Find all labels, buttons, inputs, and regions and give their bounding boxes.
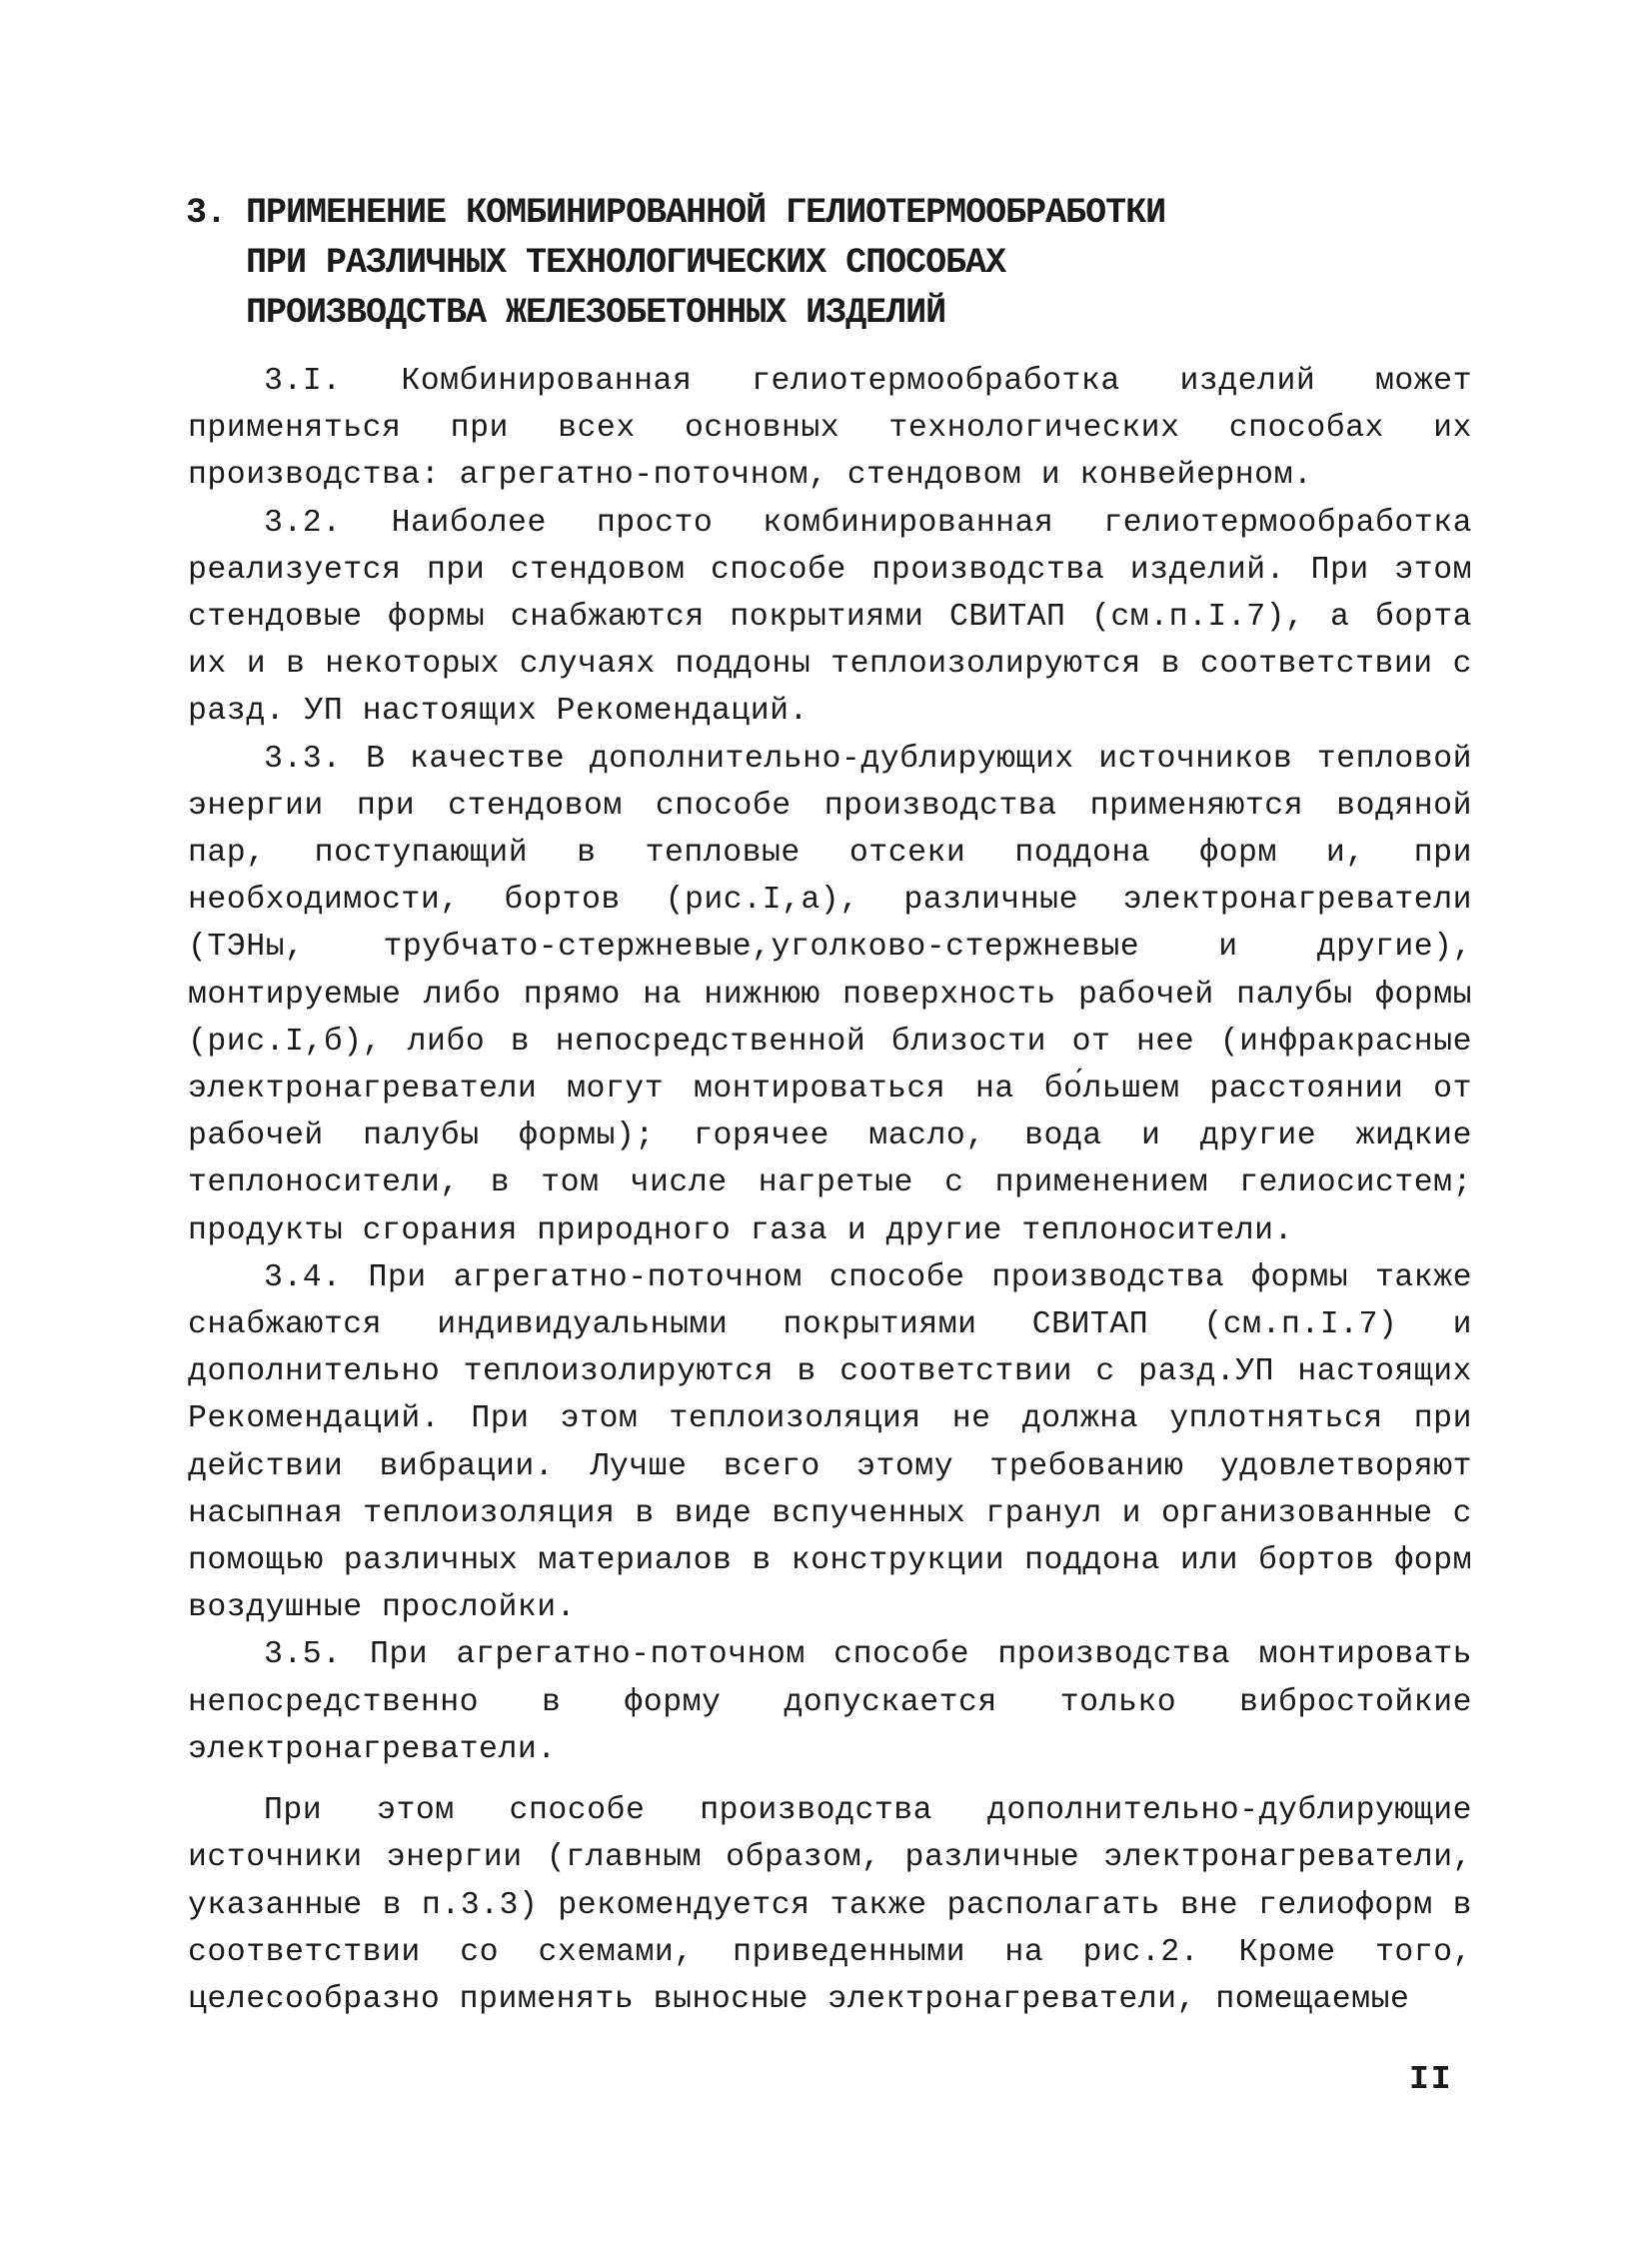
section-number: 3. — [186, 193, 227, 233]
section-heading — [186, 188, 1485, 338]
paragraph-3-2: 3.2. Наиболее просто комбинированная гелиотермообработка реализуется при стендовом способе производства изделий. При этом стендовые формы снабжаются покрытиями СВИТАП (см.п.I.7), а борта их и в некоторых случаях поддоны теплоизолируются в соответствии с разд. УП настоящих Рекомендаций. — [188, 505, 1472, 730]
page-number: II — [1409, 2061, 1453, 2098]
body-text — [188, 358, 1472, 2023]
paragraph-3-5: 3.5. При агрегатно-поточном способе производства монтировать непосредственно в форму допускается только вибростойкие электронагреватели. — [188, 1637, 1472, 1767]
paragraph-3-1: 3.I. Комбинированная гелиотермообработка изделий может применяться при всех основных технологических способах их производства: агрегатно-поточном, стендовом и конвейерном. — [188, 364, 1472, 494]
paragraph-3-4: 3.4. При агрегатно-поточном способе производства формы также снабжаются индивидуальными покрытиями СВИТАП (см.п.I.7) и дополнительно теплоизолируются в соответствии с разд.УП настоящих Рекомендаций. При этом теплоизоляция не должна уплотняться при действии вибрации. Лучше всего этому требованию удовлетворяют насыпная теплоизоляция в виде вспученных гранул и организованные с помощью различных материалов в конструкции поддона или бортов форм воздушные прослойки. — [188, 1259, 1472, 1626]
paragraph-continuation: При этом способе производства дополнительно-дублирующие источники энергии (главным образом, различные электронагреватели, указанные в п.3.3) рекомендуется также располагать вне гелиоформ в соответствии со схемами, приведенными на рис.2. Кроме того, целесообразно применять выносные электронагреватели, помещаемые — [188, 1793, 1472, 2017]
heading-line-1: ПРИМЕНЕНИЕ КОМБИНИРОВАННОЙ ГЕЛИОТЕРМООБРАБОТКИ — [246, 193, 1166, 233]
heading-line-3: ПРОИЗВОДСТВА ЖЕЛЕЗОБЕТОННЫХ ИЗДЕЛИЙ — [246, 293, 946, 333]
paragraph-3-3: 3.3. В качестве дополнительно-дублирующих источников тепловой энергии при стендовом способе производства применяются водяной пар, поступающий в тепловые отсеки поддона форм и, при необходимости, бортов (рис.I,а), различные электронагреватели (ТЭНы, трубчато-стержневые,уголково-стержневые и другие), монтируемые либо прямо на нижнюю поверхность рабочей палубы формы (рис.I,б), либо в непосредственной близости от нее (инфракрасные электронагреватели могут монтироваться на бо́льшем расстоянии от рабочей палубы формы); горячее масло, вода и другие жидкие теплоносители, в том числе нагретые с применением гелиосистем; продукты сгорания природного газа и другие теплоносители. — [188, 741, 1472, 1248]
heading-line-2: ПРИ РАЗЛИЧНЫХ ТЕХНОЛОГИЧЕСКИХ СПОСОБАХ — [246, 243, 1006, 283]
